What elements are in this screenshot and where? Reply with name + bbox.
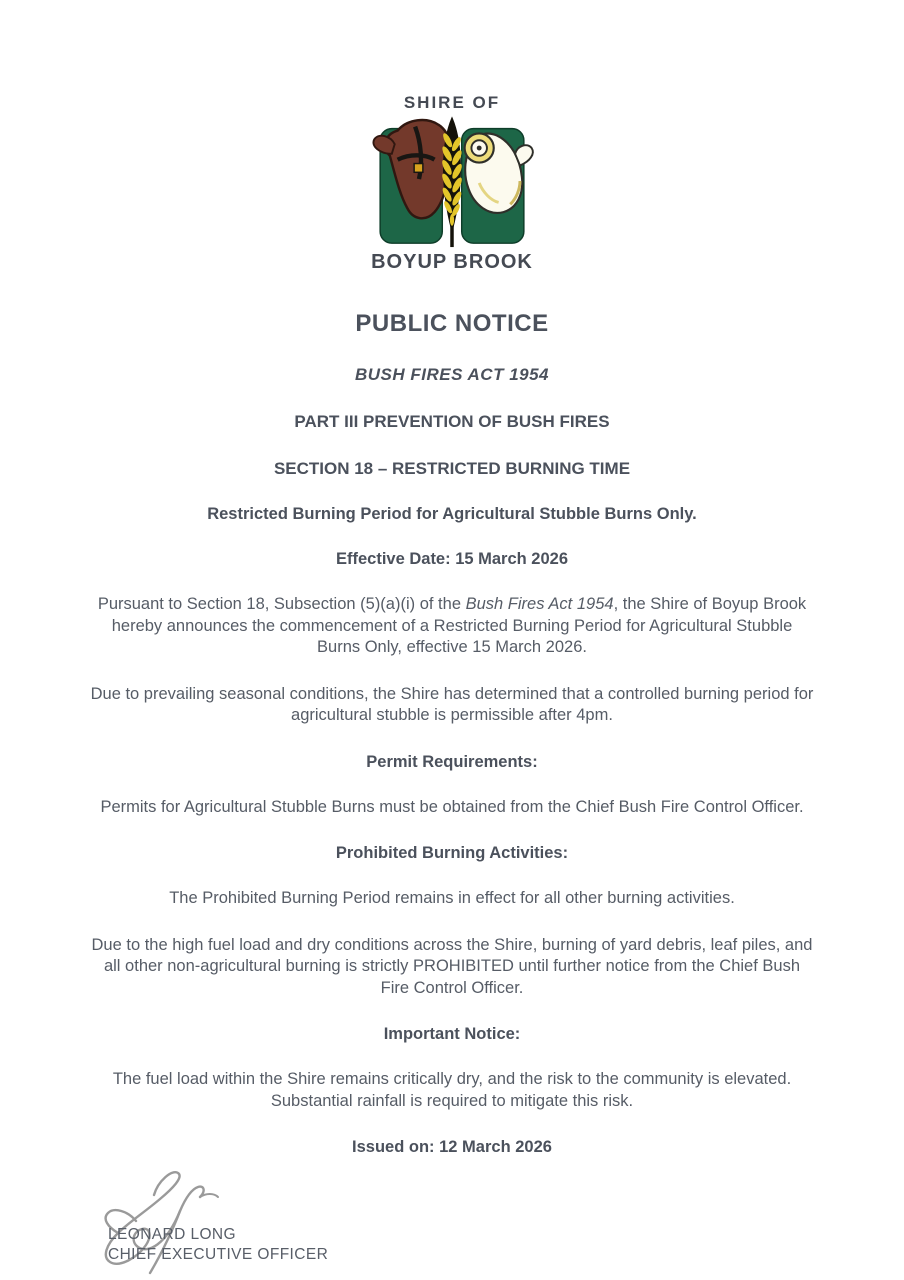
paragraph-important-body: The fuel load within the Shire remains critically dry, and the risk to the community is elevated. Substantial rainfall is required to mitigate this risk.: [112, 1070, 792, 1110]
act-heading: BUSH FIRES ACT 1954: [354, 365, 550, 384]
signature-block: [0, 1163, 904, 1280]
paragraph-seasonal-conditions: Due to prevailing seasonal conditions, the Shire has determined that a controlled burning period for agricultural stubble is permissible after 4pm.: [90, 684, 814, 724]
effective-date-heading: Effective Date: 15 March 2026: [335, 550, 569, 568]
permit-requirements-heading: Permit Requirements:: [366, 752, 538, 771]
paragraph-pursuant: [89, 594, 815, 659]
section-heading: SECTION 18 – RESTRICTED BURNING TIME: [273, 459, 631, 478]
shire-logo: [0, 93, 904, 274]
shire-crest-icon: [364, 115, 540, 249]
logo-shire-of-text: SHIRE OF: [403, 93, 501, 112]
prohibited-activities-heading: Prohibited Burning Activities:: [335, 844, 569, 862]
wheat-ear-icon: [440, 119, 463, 247]
signatory-title: CHIEF EXECUTIVE OFFICER: [108, 1246, 329, 1263]
paragraph-permit-body: Permits for Agricultural Stubble Burns must be obtained from the Chief Bush Fire Control Officer.: [100, 797, 804, 816]
paragraph-fuel-load-prohibited: Due to the high fuel load and dry conditions across the Shire, burning of yard debris, leaf piles, and all other non-agricultural burning is strictly PROHIBITED until further notice from the Chief Bush Fire Control Officer.: [91, 935, 813, 997]
important-notice-heading: Important Notice:: [383, 1025, 521, 1043]
signatory-name: LEONARD LONG: [108, 1226, 236, 1243]
paragraph-pursuant-start: Pursuant to Section 18, Subsection (5)(a)(i) of the: [97, 595, 466, 613]
notice-title: PUBLIC NOTICE: [355, 310, 549, 337]
act-name-italic: Bush Fires Act 1954: [465, 595, 614, 613]
part-heading: PART III PREVENTION OF BUSH FIRES: [294, 412, 610, 431]
paragraph-pursuant-end: , the Shire of Boyup Brook hereby announces the commencement of a Restricted Burning Period for Agricultural Stubble Burns Only, effective 15 March 2026.: [111, 595, 807, 656]
paragraph-prohibited-period: The Prohibited Burning Period remains in effect for all other burning activities.: [169, 889, 735, 907]
logo-boyup-brook-text: BOYUP BROOK: [371, 251, 533, 273]
issued-on-line: Issued on: 12 March 2026: [352, 1138, 552, 1156]
subject-heading: Restricted Burning Period for Agricultural Stubble Burns Only.: [207, 505, 697, 523]
